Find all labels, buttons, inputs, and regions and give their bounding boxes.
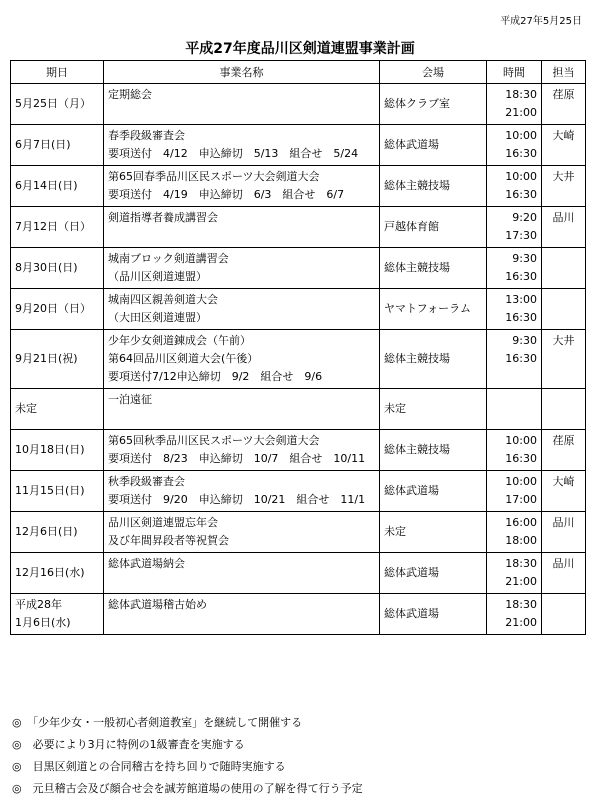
event-cell-line: 要項送付 4/12 申込締切 5/13 組合せ 5/24: [108, 147, 359, 160]
date-cell-line: 6月7日(日): [15, 138, 71, 151]
event-cell: [104, 512, 380, 553]
event-cell-line: 定期総会: [108, 88, 152, 101]
person-name: 荏原: [552, 88, 575, 101]
person-name: 品川: [552, 557, 575, 570]
person-name: 品川: [552, 516, 575, 529]
date-cell-line: 12月16日(水): [15, 566, 85, 579]
venue-cell-line: 総体主競技場: [384, 261, 450, 274]
venue-cell: [380, 207, 487, 248]
person-cell: [542, 84, 586, 125]
time-cell-line: 10:00: [505, 170, 537, 183]
time-cell-line: 13:00: [505, 293, 537, 306]
person-cell: [542, 125, 586, 166]
event-cell-line: 少年少女剣道錬成会（午前）: [108, 334, 251, 347]
time-cell: [487, 594, 542, 635]
person-cell: [542, 471, 586, 512]
page-title: 平成27年度品川区剣道連盟事業計画: [185, 41, 415, 57]
date-cell: [11, 389, 104, 430]
time-cell: [487, 125, 542, 166]
venue-cell-line: 総体主競技場: [384, 443, 450, 456]
date-cell-line: 8月30日(日): [15, 261, 78, 274]
date-cell: [11, 207, 104, 248]
event-cell-line: 城南ブロック剣道講習会: [108, 252, 229, 265]
event-cell-line: 品川区剣道連盟忘年会: [108, 516, 218, 529]
venue-cell-line: 未定: [384, 402, 406, 415]
time-cell-line: 16:30: [505, 147, 537, 160]
venue-cell: [380, 512, 487, 553]
venue-cell: [380, 248, 487, 289]
table-row: [11, 389, 586, 430]
person-cell: [542, 207, 586, 248]
time-cell-line: 18:30: [505, 88, 537, 101]
event-cell-line: （大田区剣道連盟）: [108, 311, 207, 324]
time-cell: [487, 512, 542, 553]
date-cell-line: 9月20日（日）: [15, 302, 91, 315]
event-cell-line: 一泊遠征: [108, 393, 152, 406]
event-cell-line: 総体武道場稽古始め: [108, 598, 207, 611]
time-cell-line: 9:30: [512, 252, 537, 265]
event-cell-line: 春季段級審査会: [108, 129, 185, 142]
date-cell: [11, 553, 104, 594]
event-cell: [104, 289, 380, 330]
event-cell-line: 剣道指導者養成講習会: [108, 211, 218, 224]
person-cell: [542, 512, 586, 553]
table-row: [11, 248, 586, 289]
table-row: [11, 125, 586, 166]
person-name: 大崎: [552, 129, 575, 142]
date-cell-line: 9月21日(祝): [15, 352, 78, 365]
person-name: 大井: [552, 334, 575, 347]
event-cell-line: [108, 573, 375, 591]
table-row: [11, 553, 586, 594]
time-cell-line: 18:30: [505, 557, 537, 570]
event-cell: [104, 125, 380, 166]
time-cell: [487, 289, 542, 330]
person-cell: [542, 594, 586, 635]
person-cell: [542, 248, 586, 289]
time-cell-line: 21:00: [505, 575, 537, 588]
table-row: [11, 166, 586, 207]
event-cell-line: [108, 409, 375, 427]
table-row: [11, 330, 586, 389]
venue-cell-line: 総体クラブ室: [384, 97, 450, 110]
event-cell-line: 及び年間昇段者等祝賀会: [108, 534, 229, 547]
time-cell-line: 18:30: [505, 598, 537, 611]
event-cell-line: [108, 104, 375, 122]
time-cell-line: 16:30: [505, 188, 537, 201]
date-cell-line: 1月6日(水): [15, 616, 71, 629]
event-cell: [104, 553, 380, 594]
date-cell: [11, 471, 104, 512]
time-cell-line: 9:20: [512, 211, 537, 224]
event-cell: [104, 430, 380, 471]
date-cell-line: 7月12日（日）: [15, 220, 91, 233]
event-cell: [104, 166, 380, 207]
time-cell-line: 18:00: [505, 534, 537, 547]
date-cell: [11, 84, 104, 125]
event-cell: [104, 471, 380, 512]
event-cell: [104, 389, 380, 430]
venue-cell-line: 総体武道場: [384, 607, 439, 620]
time-cell-line: 10:00: [505, 475, 537, 488]
date-cell: [11, 594, 104, 635]
header-venue: 会場: [380, 61, 487, 84]
event-cell: [104, 330, 380, 389]
venue-cell-line: 未定: [384, 525, 406, 538]
venue-cell-line: ヤマトフォーラム: [384, 302, 472, 315]
event-cell-line: 要項送付 4/19 申込締切 6/3 組合せ 6/7: [108, 188, 345, 201]
event-cell-line: 城南四区親善剣道大会: [108, 293, 218, 306]
time-cell-line: 16:30: [505, 352, 537, 365]
table-row: [11, 207, 586, 248]
document-date: 平成27年5月25日: [500, 16, 582, 27]
venue-cell-line: 総体主競技場: [384, 179, 450, 192]
note-item: ◎ 「少年少女・一般初心者剣道教室」を継続して開催する: [12, 716, 303, 729]
time-cell-line: [491, 368, 537, 386]
time-cell: [487, 471, 542, 512]
note-item: ◎ 元旦稽古会及び顔合せ会を誠芳館道場の使用の了解を得て行う予定: [12, 782, 363, 795]
date-cell: [11, 125, 104, 166]
venue-cell-line: 総体武道場: [384, 566, 439, 579]
venue-cell: [380, 125, 487, 166]
venue-cell: [380, 389, 487, 430]
event-cell-line: 要項送付7/12申込締切 9/2 組合せ 9/6: [108, 370, 323, 383]
venue-cell-line: 総体主競技場: [384, 352, 450, 365]
time-cell-line: 9:30: [512, 334, 537, 347]
person-name: [546, 250, 581, 268]
person-name: [546, 391, 581, 409]
person-name: [546, 596, 581, 614]
date-cell-line: 5月25日（月）: [15, 97, 91, 110]
time-cell: [487, 430, 542, 471]
date-cell: [11, 166, 104, 207]
table-row: [11, 594, 586, 635]
time-cell-line: 16:00: [505, 516, 537, 529]
time-cell: [487, 389, 542, 430]
venue-cell-line: 総体武道場: [384, 484, 439, 497]
person-name: 大崎: [552, 475, 575, 488]
venue-cell-line: 総体武道場: [384, 138, 439, 151]
time-cell-line: 10:00: [505, 129, 537, 142]
person-cell: [542, 330, 586, 389]
header-date: 期日: [11, 61, 104, 84]
date-cell: [11, 248, 104, 289]
venue-cell: [380, 553, 487, 594]
date-cell: [11, 330, 104, 389]
event-cell-line: 総体武道場納会: [108, 557, 185, 570]
event-cell-line: 第65回秋季品川区民スポーツ大会剣道大会: [108, 434, 320, 447]
venue-cell: [380, 166, 487, 207]
event-cell-line: 要項送付 9/20 申込締切 10/21 組合せ 11/1: [108, 493, 366, 506]
event-cell-line: （品川区剣道連盟）: [108, 270, 207, 283]
time-cell-line: 17:00: [505, 493, 537, 506]
event-cell: [104, 594, 380, 635]
person-cell: [542, 389, 586, 430]
date-cell: [11, 430, 104, 471]
time-cell: [487, 553, 542, 594]
event-cell: [104, 248, 380, 289]
event-cell-line: 第65回春季品川区民スポーツ大会剣道大会: [108, 170, 320, 183]
venue-cell-line: 戸越体育館: [384, 220, 439, 233]
venue-cell: [380, 430, 487, 471]
person-name: [546, 291, 581, 309]
event-cell: [104, 84, 380, 125]
time-cell-line: [491, 409, 537, 427]
time-cell: [487, 166, 542, 207]
event-cell-line: 要項送付 8/23 申込締切 10/7 組合せ 10/11: [108, 452, 366, 465]
note-item: ◎ 必要により3月に特例の1級審査を実施する: [12, 738, 245, 751]
header-time: 時間: [487, 61, 542, 84]
table-row: [11, 84, 586, 125]
header-person: 担当: [542, 61, 586, 84]
time-cell-line: 16:30: [505, 270, 537, 283]
time-cell: [487, 207, 542, 248]
person-name: 荏原: [552, 434, 575, 447]
event-cell-line: 第64回品川区剣道大会(午後）: [108, 352, 259, 365]
time-cell: [487, 248, 542, 289]
time-cell-line: 10:00: [505, 434, 537, 447]
time-cell-line: 21:00: [505, 106, 537, 119]
table-header-row: [11, 61, 586, 84]
time-cell-line: 16:30: [505, 452, 537, 465]
date-cell-line: 6月14日(日): [15, 179, 78, 192]
date-cell-line: 平成28年: [15, 598, 62, 611]
date-cell: [11, 289, 104, 330]
venue-cell: [380, 594, 487, 635]
date-cell-line: 12月6日(日): [15, 525, 78, 538]
event-cell-line: 秋季段級審査会: [108, 475, 185, 488]
table-row: [11, 471, 586, 512]
time-cell-line: 17:30: [505, 229, 537, 242]
event-cell: [104, 207, 380, 248]
date-cell-line: 11月15日(日): [15, 484, 85, 497]
date-cell-line: 未定: [15, 402, 37, 415]
person-cell: [542, 289, 586, 330]
time-cell: [487, 330, 542, 389]
person-cell: [542, 553, 586, 594]
venue-cell: [380, 330, 487, 389]
time-cell: [487, 84, 542, 125]
time-cell-line: [491, 391, 537, 409]
time-cell-line: 21:00: [505, 616, 537, 629]
note-item: ◎ 目黒区剣道との合同稽古を持ち回りで随時実施する: [12, 760, 286, 773]
person-cell: [542, 430, 586, 471]
table-row: [11, 512, 586, 553]
header-event: 事業名称: [104, 61, 380, 84]
event-cell-line: [108, 227, 375, 245]
date-cell-line: 10月18日(日): [15, 443, 85, 456]
date-cell: [11, 512, 104, 553]
table-row: [11, 430, 586, 471]
person-name: 品川: [552, 211, 575, 224]
person-cell: [542, 166, 586, 207]
event-cell-line: [108, 614, 375, 632]
person-name: 大井: [552, 170, 575, 183]
schedule-table: [10, 60, 586, 635]
time-cell-line: 16:30: [505, 311, 537, 324]
venue-cell: [380, 471, 487, 512]
table-row: [11, 289, 586, 330]
venue-cell: [380, 84, 487, 125]
notes: [12, 712, 363, 800]
venue-cell: [380, 289, 487, 330]
